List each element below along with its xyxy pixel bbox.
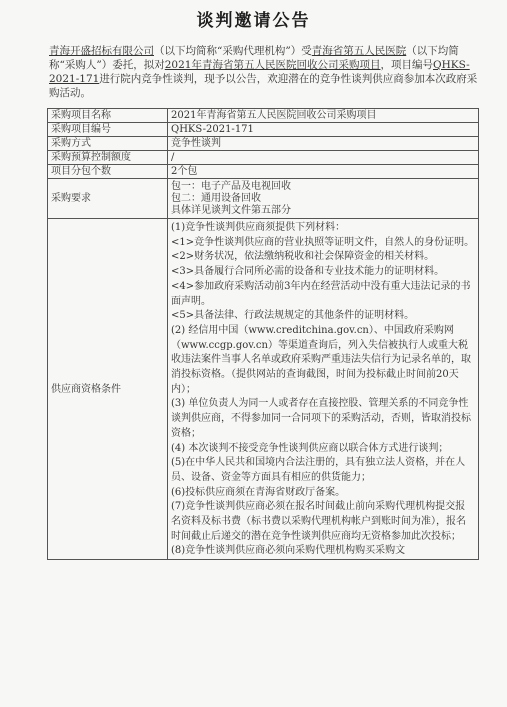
intro-text: （以下均简称“采购人”）委托，拟对: [49, 45, 459, 71]
qualification-item: <1>竞争性谈判供应商的营业执照等证明文件，自然人的身份证明。: [171, 236, 475, 248]
row-label: 采购方式: [48, 137, 168, 151]
table-row: [48, 109, 479, 123]
requirement-line: 具体详见谈判文件第五部分: [171, 204, 291, 216]
requirement-line: 包二：通用设备回收: [171, 192, 261, 204]
row-value: /: [168, 151, 479, 165]
table-row: [48, 165, 479, 179]
qualification-item: (1)竞争性谈判供应商须提供下列材料：: [171, 222, 346, 233]
intro-paragraph: [49, 44, 479, 100]
row-label: 供应商资格条件: [48, 219, 168, 560]
table-row-qualifications: [48, 219, 479, 560]
row-value: 2021年青海省第五人民医院回收公司采购项目: [168, 109, 479, 123]
intro-text: ，项目编号: [380, 59, 433, 71]
row-label: 采购预算控制额度: [48, 151, 168, 165]
requirement-line: 包一：电子产品及电视回收: [171, 180, 291, 192]
qualification-item: (2) 经信用中国（www.creditchina.gov.cn）、中国政府采购网（www.ccgp.gov.cn）等渠道查询后，列入失信被执行人或重大税收违法案件当事人名单或政府采购严重违法失信行为记录名单的，取消投标资格。（提供网站的查询截图，时间为投标截止时间前20天内）；: [171, 324, 471, 395]
row-label: 采购要求: [48, 179, 168, 219]
buyer-name: 青海省第五人民医院: [311, 45, 407, 57]
qualification-item: (4) 本次谈判不接受竞争性谈判供应商以联合体方式进行谈判；: [171, 442, 449, 454]
intro-text: 进行院内竞争性谈判，现予以公告，欢迎潜在的竞争性谈判供应商参加本次政府采购活动。: [49, 73, 478, 99]
qualification-item: <4>参加政府采购活动前3年内在经营活动中没有重大违法记录的书面声明。: [171, 280, 471, 307]
project-name: 2021年青海省第五人民医院回收公司采购项目: [164, 59, 381, 71]
table-row: [48, 151, 479, 165]
project-code: QHKS-2021-171: [49, 59, 470, 85]
requirements-cell: [168, 179, 479, 219]
table-row-requirements: [48, 179, 479, 219]
procurement-table: [47, 108, 479, 560]
qualification-item: <2>财务状况，依法缴纳税收和社会保障资金的相关材料。: [171, 251, 435, 263]
qualification-item: (8)竞争性谈判供应商必须向采购代理机构购买采购文: [171, 545, 406, 557]
qualification-item: (7)竞争性谈判供应商必须在报名时间截止前向采购代理机构提交报名资料及标书费（标书费以采购代理机构帐户到账时间为准），报名时间截止后递交的潜在竞争性谈判供应商均无资格参加此次投标；: [171, 501, 466, 542]
qualifications-cell: [168, 219, 479, 560]
table-row: [48, 137, 479, 151]
row-value: 2个包: [168, 165, 479, 179]
qualification-item: (3) 单位负责人为同一人或者存在直接控股、管理关系的不同竞争性谈判供应商，不得参加同一合同项下的采购活动，否则，皆取消投标资格；: [171, 398, 471, 439]
row-label: 项目分包个数: [48, 165, 168, 179]
row-label: 采购项目名称: [48, 109, 168, 123]
qualification-item: (6)投标供应商须在青海省财政厅备案。: [171, 486, 346, 498]
row-value: 竞争性谈判: [168, 137, 479, 151]
agency-name: 青海开盛招标有限公司: [49, 45, 154, 57]
qualification-item: <3>具备履行合同所必需的设备和专业技术能力的证明材料。: [171, 266, 445, 278]
intro-text: （以下均简称“采购代理机构”）受: [154, 45, 312, 57]
page-title: 谈判邀请公告: [196, 11, 311, 31]
qualification-item: (5)在中华人民共和国境内合法注册的，具有独立法人资格，并在人员、设备、资金等方面具有相应的供货能力；: [171, 457, 466, 483]
row-label: 采购项目编号: [48, 123, 168, 137]
table-row: [48, 123, 479, 137]
row-value: QHKS-2021-171: [168, 123, 479, 137]
qualification-item: <5>具备法律、行政法规规定的其他条件的证明材料。: [171, 310, 415, 322]
